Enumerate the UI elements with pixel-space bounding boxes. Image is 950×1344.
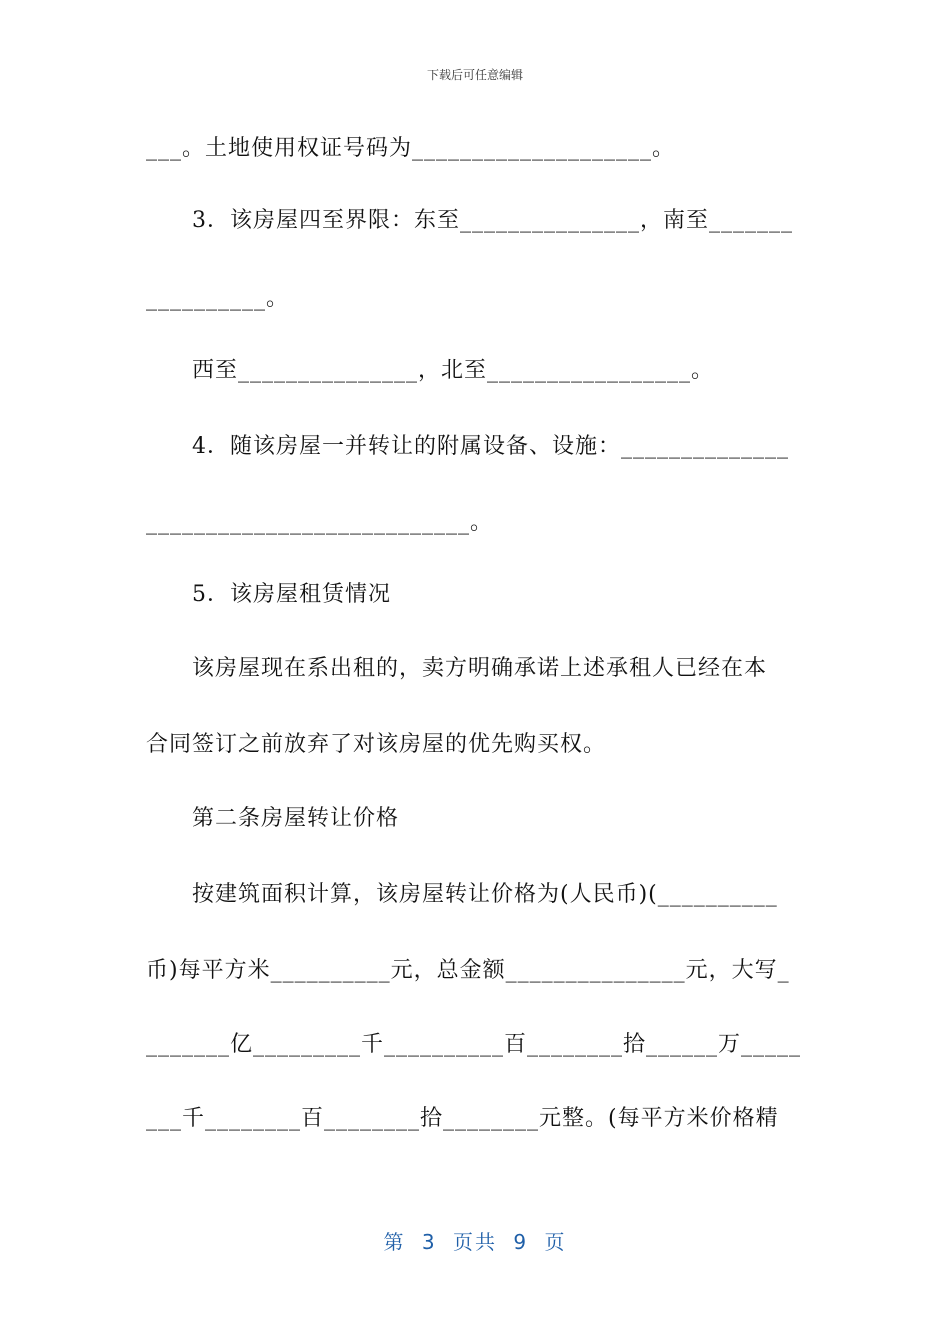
text-line-facilities: 4．随该房屋一并转让的附属设备、设施：______________ xyxy=(192,434,789,459)
text-line-lease-desc-cont: 合同签订之前放弃了对该房屋的优先购买权。 xyxy=(146,732,607,757)
footer-suffix: 页 xyxy=(544,1230,567,1254)
text-line-boundaries-west-north: 西至_______________，北至_________________。 xyxy=(192,358,715,383)
text-line-price-uppercase: _______亿_________千__________百________拾______万_____ xyxy=(146,1032,802,1057)
page-header-note: 下载后可任意编辑 xyxy=(426,68,523,82)
text-line-facilities-cont: ___________________________。 xyxy=(146,510,494,535)
footer-current-page: 3 xyxy=(421,1230,437,1254)
footer-prefix: 第 xyxy=(383,1230,406,1254)
text-line-boundaries-cont: __________。 xyxy=(146,286,290,311)
text-line-lease-desc: 该房屋现在系出租的，卖方明确承诺上述承租人已经在本 xyxy=(192,656,768,681)
page-number-footer xyxy=(0,1226,950,1255)
text-line-boundaries-east-south: 3．该房屋四至界限：东至_______________，南至_______ xyxy=(192,208,793,233)
text-line-price-amounts: 币)每平方米__________元，总金额_______________元，大写_ xyxy=(146,958,790,983)
text-line-land-cert: ___。土地使用权证号码为____________________。 xyxy=(146,136,676,161)
text-line-price-uppercase-cont: ___千________百________拾________元整。(每平方米价格精 xyxy=(146,1106,779,1131)
text-line-price-basis: 按建筑面积计算，该房屋转让价格为(人民币)(__________ xyxy=(192,882,778,907)
footer-total-pages: 9 xyxy=(513,1230,529,1254)
text-line-lease-heading: 5．该房屋租赁情况 xyxy=(192,582,391,607)
text-line-article-two-heading: 第二条房屋转让价格 xyxy=(192,806,400,831)
footer-middle: 页共 xyxy=(453,1230,497,1254)
